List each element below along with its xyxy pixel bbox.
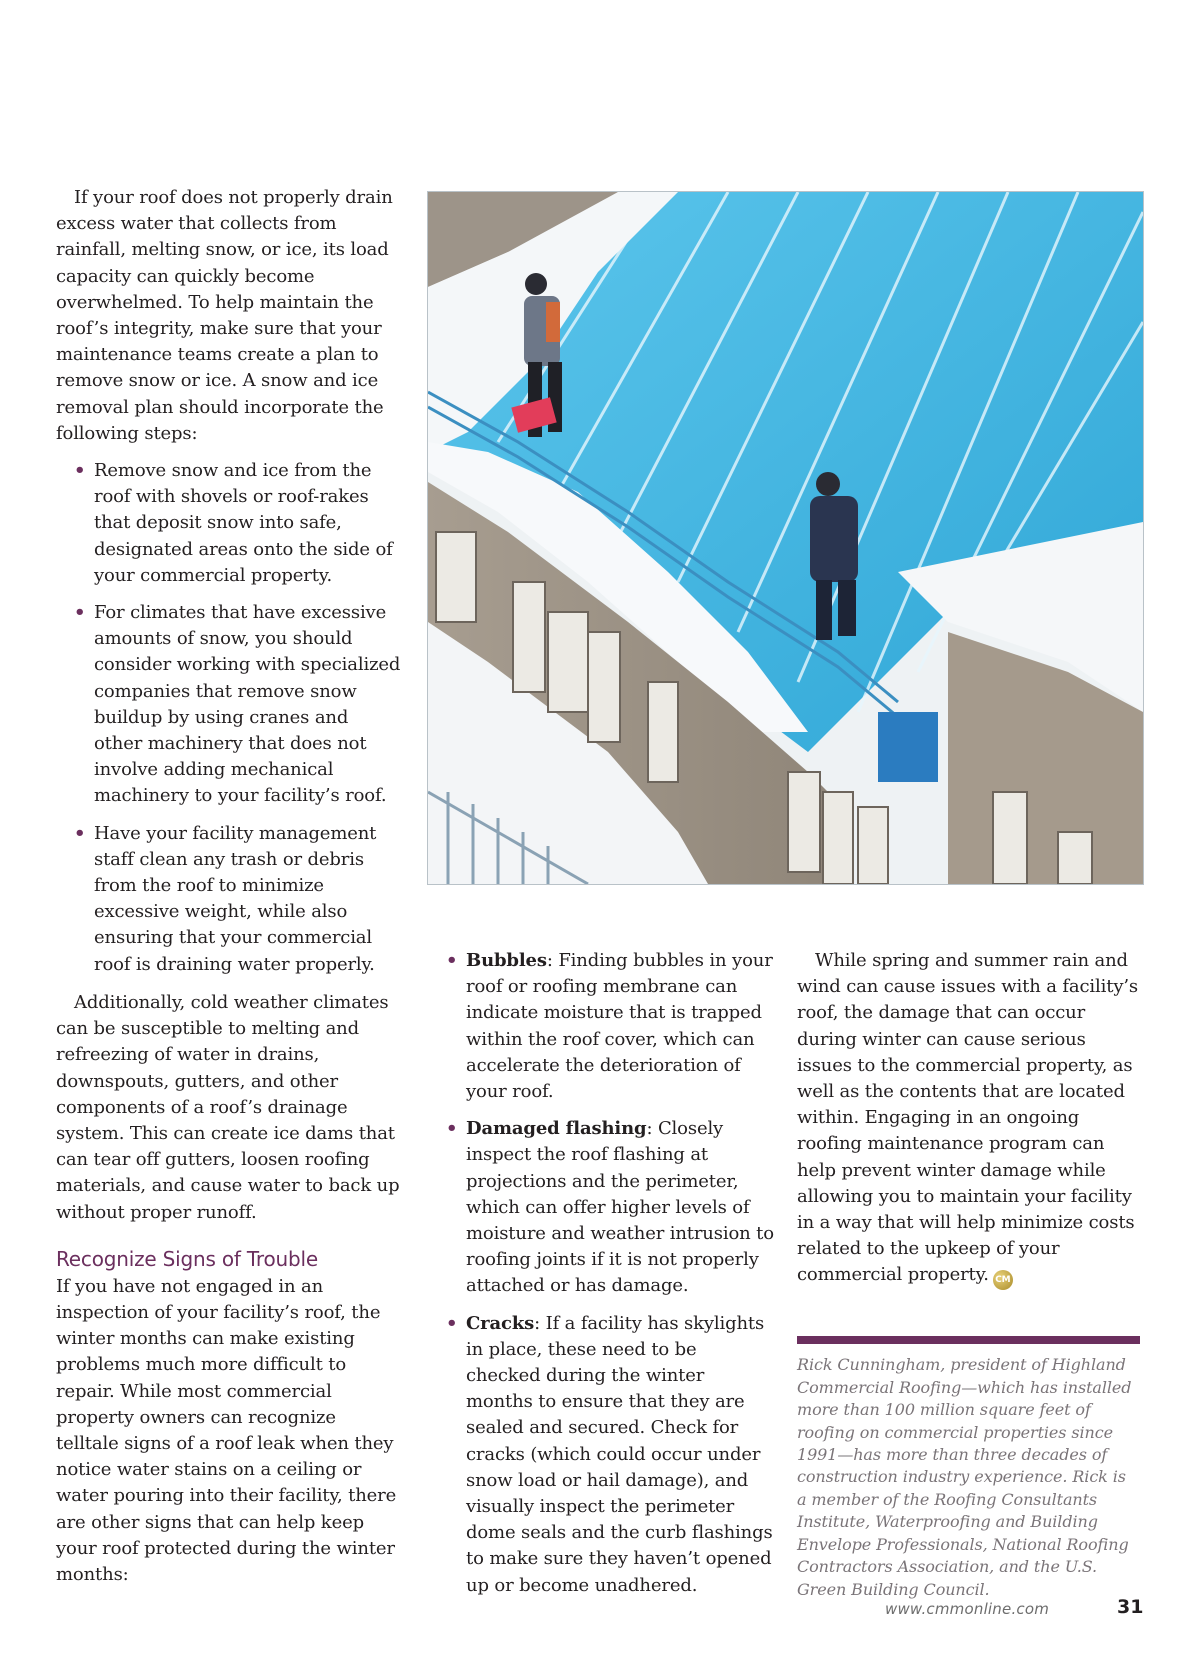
list-item-text: For climates that have excessive amounts of snow, you should consider working with specialized companies that remove snow buildup by using cranes and other machinery that does not involve adding mechanical machinery to your facility’s roof. (94, 602, 401, 807)
bio-divider (797, 1336, 1140, 1344)
end-of-article-icon: CM (993, 1270, 1013, 1290)
list-item-text: : If a facility has skylights in place, these need to be checked during the winter months to ensure that they are sealed and secured. Check for cracks (which could occur under snow load or hail damage), and visually inspect the perimeter dome seals and the curb flashings to make sure they haven’t opened up or become unadhered. (466, 1312, 773, 1596)
right-column (797, 948, 1140, 1601)
snow-removal-steps-list (56, 458, 401, 978)
list-item (446, 948, 776, 1105)
bullet-icon: • (74, 460, 86, 482)
list-item-term: Bubbles (466, 950, 547, 971)
bullet-icon: • (446, 950, 458, 971)
list-item (56, 458, 401, 589)
list-item (56, 821, 401, 978)
intro-paragraph: If your roof does not properly drain excess water that collects from rainfall, melting snow, or ice, its load capacity can quickly become overwhelmed. To help maintain the roof’s integrity, make sure that your maintenance teams create a plan to remove snow or ice. A snow and ice removal plan should incorporate the following steps: (56, 187, 393, 444)
bullet-icon: • (446, 1312, 458, 1334)
trouble-signs-list (446, 948, 776, 1599)
left-column (56, 185, 401, 1588)
footer-url: www.cmmonline.com (885, 1600, 1050, 1618)
additional-paragraph: Additionally, cold weather climates can be susceptible to melting and refreezing of water in drains, downspouts, gutters, and other components of a roof’s drainage system. This can create ice dams that can tear off gutters, loosen roofing materials, and cause water to back up without proper runoff. (56, 991, 400, 1223)
list-item-text: : Finding bubbles in your roof or roofing membrane can indicate moisture that is trapped within the roof cover, which can accelerate the deterioration of your roof. (466, 950, 773, 1103)
closing-paragraph (797, 948, 1140, 1290)
bullet-icon: • (446, 1118, 458, 1140)
section-paragraph: If you have not engaged in an inspection of your facility’s roof, the winter months can make existing problems much more difficult to repair. While most commercial property owners can recognize telltale signs of a roof leak when they notice water stains on a ceiling or water pouring into their facility, there are other signs that can help keep your roof protected during the winter months: (56, 1275, 397, 1585)
list-item-term: Damaged flashing (466, 1118, 647, 1140)
list-item-text: : Closely inspect the roof flashing at projections and the perimeter, which can offer higher levels of moisture and weather intrusion to roofing joints if it is not properly attached or has damage. (466, 1118, 774, 1297)
author-bio: Rick Cunningham, president of Highland Commercial Roofing—which has installed more than 100 million square feet of roofing on commercial properties since 1991—has more than three decades of construction industry experience. Rick is a member of the Roofing Consultants Institute, Waterproofing and Building Envelope Professionals, National Roofing Contractors Association, and the U.S. Green Building Council. (797, 1355, 1132, 1599)
list-item-term: Cracks (466, 1312, 535, 1334)
list-item (446, 1116, 776, 1299)
section-heading: Recognize Signs of Trouble (56, 1246, 318, 1271)
list-item-text: Remove snow and ice from the roof with shovels or roof-rakes that deposit snow into safe, designated areas onto the side of your commercial property. (94, 460, 393, 586)
page-number: 31 (1117, 1596, 1144, 1618)
closing-paragraph-text: While spring and summer rain and wind can cause issues with a facility’s roof, the damage that can occur during winter can cause serious issues to the commercial property, as well as the contents that are located within. Engaging in an ongoing roofing maintenance program can help prevent winter damage while allowing you to maintain your facility in a way that will help minimize costs related to the upkeep of your commercial property. (797, 950, 1139, 1286)
middle-column (446, 948, 776, 1611)
list-item (446, 1311, 776, 1599)
list-item (56, 600, 401, 810)
bullet-icon: • (74, 602, 86, 624)
roof-snow-removal-photo (427, 191, 1144, 885)
bullet-icon: • (74, 822, 86, 844)
list-item-text: Have your facility management staff clean any trash or debris from the roof to minimize excessive weight, while also ensuring that your commercial roof is draining water properly. (94, 822, 377, 975)
